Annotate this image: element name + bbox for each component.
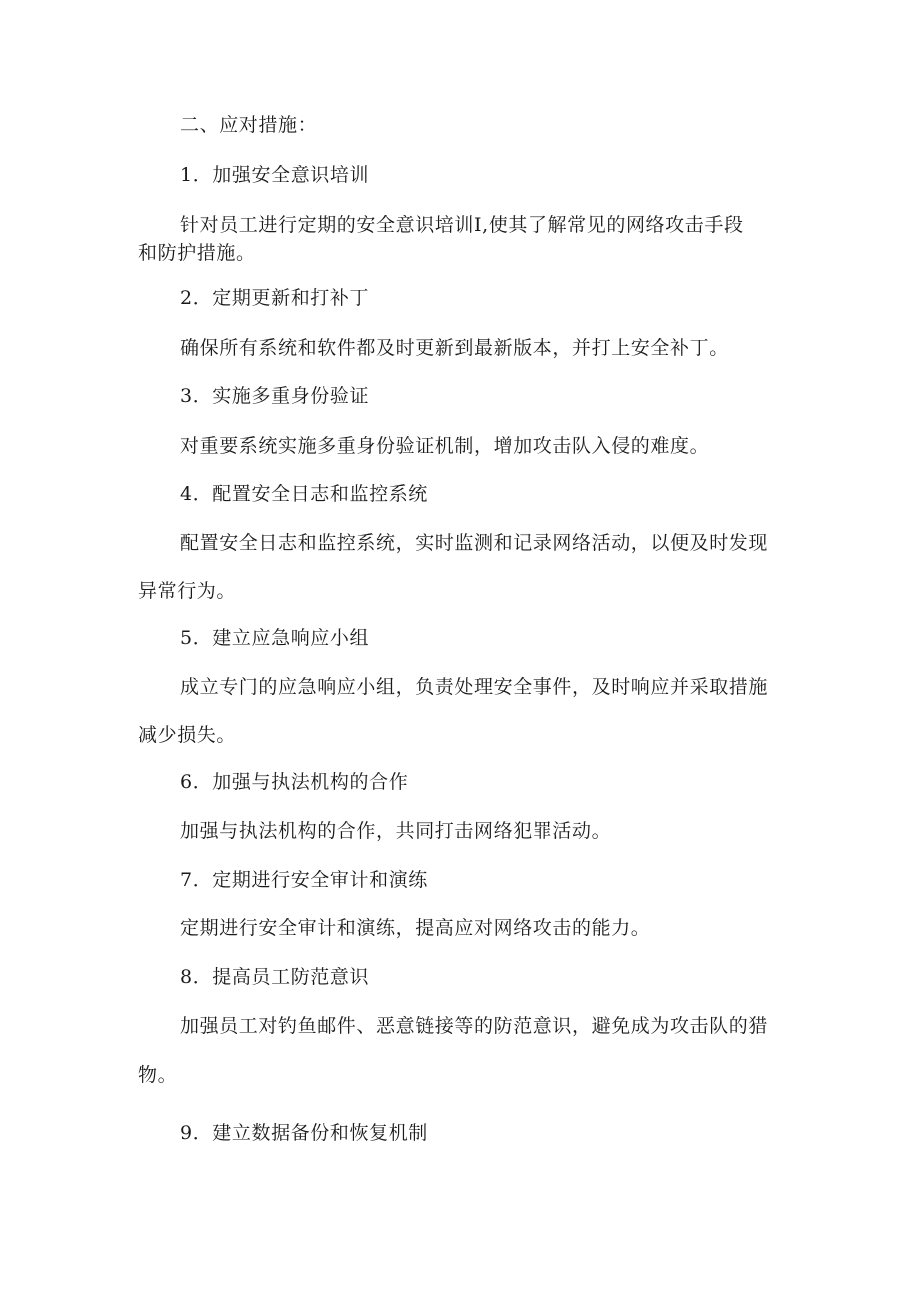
item-7-heading: 7．定期进行安全审计和演练: [180, 869, 428, 891]
section-heading: 二、应对措施：: [180, 114, 318, 136]
item-5-body-line-1: 成立专门的应急响应小组，负责处理安全事件，及时响应并采取措施: [180, 676, 769, 698]
item-7-body-line-1: 定期进行安全审计和演练，提高应对网络攻击的能力。: [180, 917, 651, 939]
item-9-heading: 9．建立数据备份和恢复机制: [180, 1122, 428, 1144]
item-6-body-line-1: 加强与执法机构的合作，共同打击网络犯罪活动。: [180, 820, 612, 842]
item-8-body-line-2: 物。: [138, 1064, 178, 1086]
item-5-body-line-2: 减少损失。: [138, 724, 237, 746]
item-1-heading: 1．加强安全意识培训: [180, 164, 370, 186]
item-3-heading: 3．实施多重身份验证: [180, 385, 370, 407]
item-5-heading: 5．建立应急响应小组: [180, 627, 370, 649]
item-4-body-line-1: 配置安全日志和监控系统，实时监测和记录网络活动，以便及时发现: [180, 532, 769, 554]
item-1-body-line-1: 针对员工进行定期的安全意识培训I,使其了解常见的网络攻击手段: [180, 214, 744, 236]
item-8-body-line-1: 加强员工对钓鱼邮件、恶意链接等的防范意识，避免成为攻击队的猎: [180, 1015, 769, 1037]
item-2-heading: 2．定期更新和打补丁: [180, 287, 370, 309]
item-4-heading: 4．配置安全日志和监控系统: [180, 483, 428, 505]
item-1-body-line-2: 和防护措施。: [138, 242, 256, 264]
item-8-heading: 8．提高员工防范意识: [180, 966, 370, 988]
item-4-body-line-2: 异常行为。: [138, 580, 237, 602]
item-6-heading: 6．加强与执法机构的合作: [180, 771, 409, 793]
item-3-body-line-1: 对重要系统实施多重身份验证机制，增加攻击队入侵的难度。: [180, 435, 710, 457]
item-2-body-line-1: 确保所有系统和软件都及时更新到最新版本，并打上安全补丁。: [180, 337, 729, 359]
